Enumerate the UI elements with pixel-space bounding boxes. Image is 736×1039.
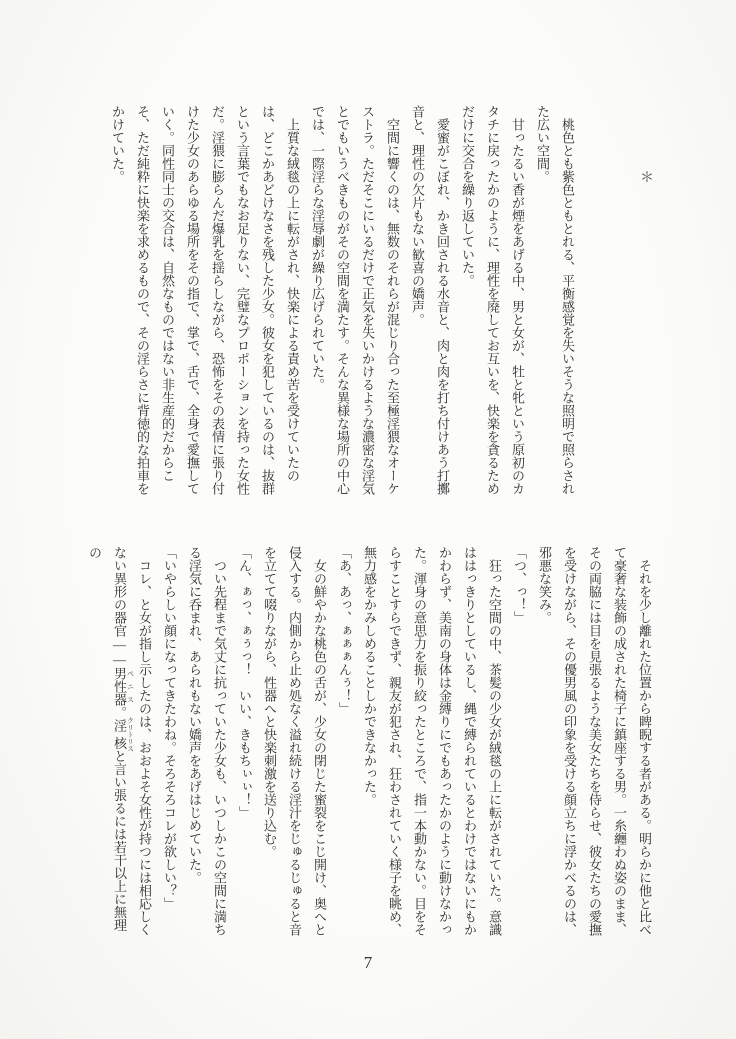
paragraph: 上質な絨毯の上に転がされ、快楽による責め苦を受けていたのは、どこかあどけなさを残した少女。彼女を犯しているのは、抜群という言葉でもなお足りない、完璧なプロポーションを持った女性だ。淫猥に膨らんだ爆乳を揺らしながら、恐怖をその表情に張り付けた少女のあらゆる場所をその指で、掌で、舌で、全身で愛撫していく。同性同士の交合は、自然なものではない非生産的だからこそ、ただ純粋に快楽を求めるもので、その淫らさに背徳的な拍車をかけていた。 [110, 105, 300, 495]
paragraph: それを少し離れた位置から睥睨する者がある。明らかに他と比べて豪奢な装飾の成された椅子に鎮座する男。一糸纏わぬ姿のまま、その両脇には目を見張るような美女たちを侍らせ、彼女たちの愛撫を受けながら、その優男風の印象を受ける顔立ちに浮かべるのは、邪悪な笑み。 [537, 546, 652, 936]
paragraph: 桃色とも紫色ともとれる、平衡感覚を失いそうな照明で照らされた広い空間。 [535, 105, 575, 495]
paragraph: 「つ、っ！」 [512, 546, 527, 624]
ruby-annotated-term: 淫核 クリトリス [112, 716, 135, 752]
page-number: 7 [363, 953, 373, 972]
ruby-annotated-term: 男性器 ペニス [112, 667, 135, 706]
paragraph: 女の鮮やかな桃色の舌が、少女の閉じた蜜裂をこじ開け、奥へと侵入する。内側から止め処なく溢れ続ける淫汁をじゅるじゅると音を立てて啜りながら、性器へと快楽刺激を送り込む。 [262, 546, 327, 936]
furigana: ペニス [126, 667, 135, 706]
section-divider-asterisk: ＊ [638, 170, 653, 184]
paragraph: つい先程まで気丈に抗っていた少女も、いつしかこの空間に満ちる淫気に呑まれ、あられもない嬌声をあげはじめていた。 [187, 546, 227, 936]
paragraph: 「ん、ぁっ、ぁぅっ！ いい、きもちぃぃ！」 [237, 546, 252, 819]
upper-text-block [105, 105, 658, 495]
paragraph: 狂った空間の中、茶髪の少女が絨毯の上に転がされていた。意識ははっきりとしているし、縄で縛られているとわけではないにもかかわらず、美南の身体は金縛りにでもあったかのように動けなかった。渾身の意思力を振り絞ったところで、指一本動かない。目をそらすことすらできず、親友が犯され、狂わされていく様子を眺め、無力感をかみしめることしかできなかった。 [362, 546, 502, 936]
paragraph: 空間に響くのは、無数のそれらが混じり合った至極淫猥なオーケストラ。ただそこにいるだけで正気を失いかけるような濃密な淫気とでもいうべきものがその空間を満たす。そんな異様な場所の中心では、一際淫らな淫辱劇が繰り広げられていた。 [310, 105, 400, 495]
paragraph: コレ、と女が指し示したのは、おおよそ女性が持つには相応しくない異形の器官――男性器 ペニス。淫核 クリトリスと言い張るには若干以上に無理の [87, 546, 152, 936]
furigana: クリトリス [126, 716, 135, 752]
paragraph: 甘ったるい香が煙をあげる中、男と女が、牡と牝という原初のカタチに戻ったかのように、理性を廃してお互いを、快楽を貪るためだけに交合を繰り返していた。 [460, 105, 525, 495]
paragraph: 「いやらしい顔になってきたわね。そろそろコレが欲しい？」 [162, 546, 177, 910]
lower-text-block [82, 546, 657, 936]
paragraph: 「あ、あっ、ぁぁぁんぅ！」 [337, 546, 352, 715]
paragraph: 愛蜜がこぼれ、かき回される水音と、肉と肉を打ち付けあう打擲音と、理性の欠片もない歓喜の嬌声。 [410, 105, 450, 495]
